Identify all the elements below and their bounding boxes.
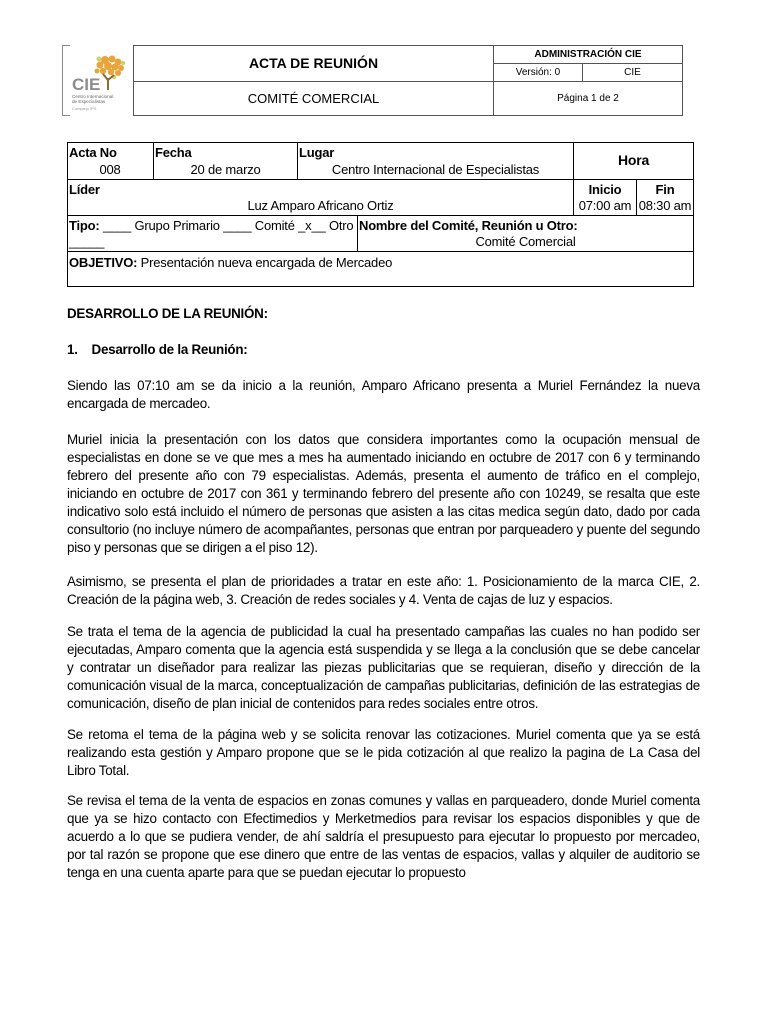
lider-value: Luz Amparo Africano Ortiz xyxy=(247,198,394,213)
hora-label: Hora xyxy=(617,152,650,168)
acta-label: Acta No xyxy=(69,145,117,160)
table-line-1 xyxy=(67,142,694,143)
header-border-bottom xyxy=(133,115,682,116)
paragraph-2: Muriel inicia la presentación con los datos que considera importantes como la ocupación mensual de especialistas en done se ve que mes a mes ha aumentado iniciando en octubre de 2017 con 6 y terminando febrero del presente año con 79 especialistas. Además, presenta el aumento de tráfico en el complejo, iniciando en octubre de 2017 con 361 y terminando febrero del presente año con 10249, se resalta que este indicativo solo está incluido el número de personas que asisten a las citas medica según dato, dado por cada consultorio (no incluye número de acompañantes, personas que entran por parqueadero y puente del segundo piso y personas que se dirigen a el piso 12). xyxy=(67,432,700,555)
logo-bracket-bottom xyxy=(62,115,70,116)
table-line-2 xyxy=(67,179,694,180)
table-line-4 xyxy=(67,251,694,252)
logo-bracket-top xyxy=(62,45,70,46)
lider-label: Líder xyxy=(69,182,100,197)
fin-label: Fin xyxy=(655,182,675,197)
page-number: Página 1 de 2 xyxy=(557,93,619,104)
acta-value: 008 xyxy=(99,162,121,177)
fin-value: 08:30 am xyxy=(638,198,692,213)
objetivo-label: OBJETIVO: xyxy=(69,255,138,270)
table-line-5 xyxy=(67,286,694,287)
fecha-label: Fecha xyxy=(155,145,192,160)
fecha-value: 20 de marzo xyxy=(190,162,261,177)
objetivo-value: Presentación nueva encargada de Mercadeo xyxy=(137,255,393,270)
nombre-label: Nombre del Comité, Reunión u Otro: xyxy=(359,218,578,233)
inicio-value: 07:00 am xyxy=(578,198,632,213)
document-subtitle: COMITÉ COMERCIAL xyxy=(247,91,380,106)
lugar-label: Lugar xyxy=(299,145,335,160)
header-border-right xyxy=(682,45,683,116)
lugar-value: Centro Internacional de Especialistas xyxy=(331,162,540,177)
table-vline-right xyxy=(693,142,694,287)
tipo-field xyxy=(69,218,357,233)
inicio-label: Inicio xyxy=(588,182,622,197)
paragraph-1: Siendo las 07:10 am se da inicio a la reunión, Amparo Africano presenta a Muriel Fernández la nueva encargada de mercadeo. xyxy=(67,378,700,411)
document-title: ACTA DE REUNIÓN xyxy=(248,55,379,71)
svg-text:Centro Internacional: Centro Internacional xyxy=(72,94,114,99)
tree-logo-icon xyxy=(68,50,130,114)
version-label: Versión: 0 xyxy=(515,67,561,78)
tipo-options: ____ Grupo Primario ____ Comité _x__ Otro xyxy=(99,218,354,233)
tipo-label: Tipo: xyxy=(69,218,100,233)
paragraph-4: Se trata el tema de la agencia de publicidad la cual ha presentado campañas las cuales no han podido ser ejecutadas, Amparo comenta que la agencia está suspendida y se llega a la conclusión que se debe cancelar y contratar un diseñador para realizar las piezas publicitarias que se requieran, diseño y dirección de la comunicación visual de la marca, conceptualización de campañas publicitarias, definición de las estrategias de comunicación, diseño de plan inicial de contenidos para redes sociales entre otros. xyxy=(67,624,700,711)
cie-logo xyxy=(68,50,130,114)
tipo-line2: _____ xyxy=(69,234,105,249)
nombre-value: Comité Comercial xyxy=(475,234,576,249)
logo-bracket xyxy=(62,45,63,116)
admin-label: ADMINISTRACIÓN CIE xyxy=(534,49,642,60)
paragraph-3: Asimismo, se presenta el plan de prioridades a tratar en este año: 1. Posicionamiento de la marca CIE, 2. Creación de la página web, 3. Creación de redes sociales y 4. Venta de cajas de luz y espacios. xyxy=(67,574,700,607)
section-title: DESARROLLO DE LA REUNIÓN: xyxy=(67,306,268,321)
objetivo-field xyxy=(69,255,392,270)
table-line-3 xyxy=(67,215,694,216)
svg-text:Complejo IPS: Complejo IPS xyxy=(72,106,97,111)
paragraph-5: Se retoma el tema de la página web y se solicita renovar las cotizaciones. Muriel comenta que ya se está realizando esta gestión y Amparo propone que se le pida cotización al que realizo la pagina de La Casa del Libro Total. xyxy=(67,727,700,778)
code-label: CIE xyxy=(624,67,641,78)
svg-text:de Especialistas: de Especialistas xyxy=(72,99,106,104)
subsection-title: 1. Desarrollo de la Reunión: xyxy=(67,342,248,357)
svg-text:CIE: CIE xyxy=(72,75,101,94)
paragraph-6: Se revisa el tema de la venta de espacios en zonas comunes y vallas en parqueadero, donde Muriel comenta que ya se hizo contacto con Efectimedios y Merketmedios para revisar los espacios disponibles y que de acuerdo a lo que se pudiera vender, de ahí saldría el presupuesto para ejecutar lo propuesto por mercadeo, por tal razón se propone que ese dinero que entre de las ventas de espacios, vallas y alquiler de auditorio se tenga en una cuenta aparte para que se puedan ejecutar lo propuesto xyxy=(67,793,700,880)
